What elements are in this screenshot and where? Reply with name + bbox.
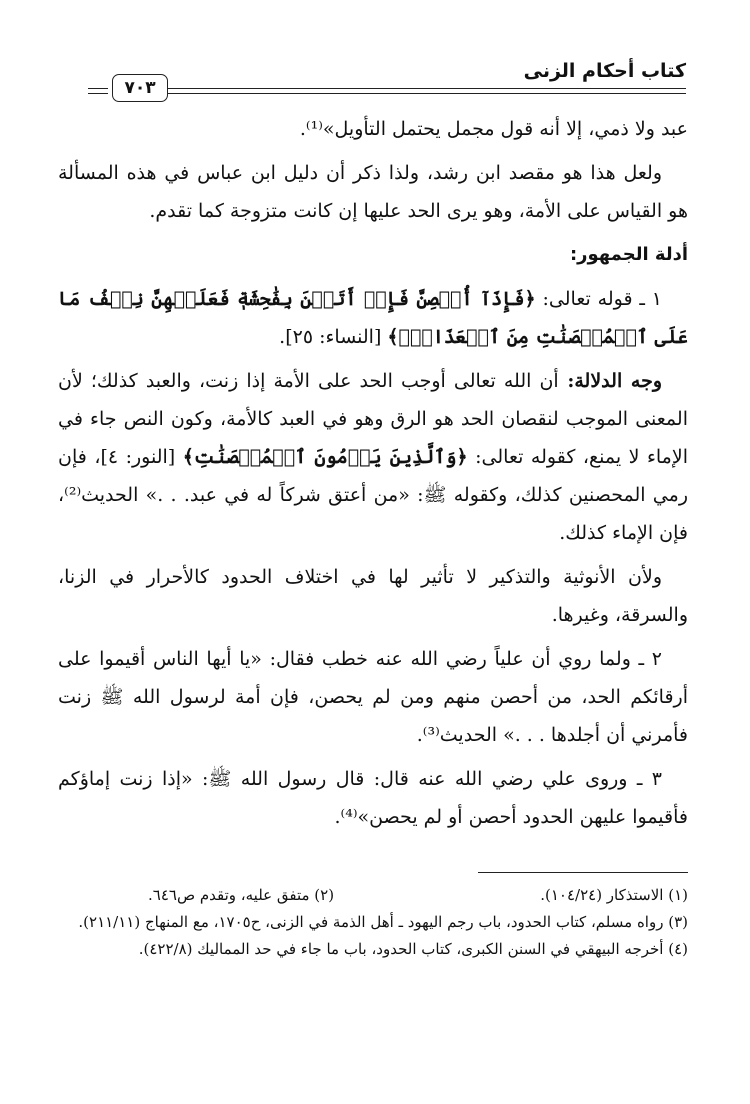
paragraph: عبد ولا ذمي، إلا أنه قول مجمل يحتمل التأويل»⁽¹⁾. bbox=[299, 118, 688, 140]
header-rule bbox=[168, 93, 686, 94]
paragraph: ٢ ـ ولما روي أن علياً رضي الله عنه خطب فقال: «يا أيها الناس أقيموا على أرقائكم الحد، من أحصن منهم ومن لم يحصن، فإن أمة لرسول الله ﷺ زنت فأمرني أن أجلدها . . .» الحديث⁽³⁾. bbox=[58, 648, 688, 746]
paragraph bbox=[58, 280, 688, 356]
paragraph bbox=[58, 362, 688, 552]
page-header bbox=[88, 52, 686, 108]
running-title: كتاب أحكام الزنى bbox=[523, 60, 686, 82]
quran-verse: ﴿فَإِذَآ أُحۡصِنَّ فَإِنۡ أَتَيۡنَ بِفَٰحِشَةٖ فَعَلَيۡهِنَّ نِصۡفُ مَا عَلَى ٱلۡمُحۡصَنَٰتِ مِنَ ٱلۡعَذَابِۚ﴾ bbox=[58, 288, 688, 348]
footnote: (٤) أخرجه البيهقي في السنن الكبرى، كتاب الحدود، باب ما جاء في حد المماليك (٤٢٢/٨). bbox=[138, 940, 688, 958]
paragraph-text: أن الله تعالى أوجب الحد على الأمة إذا زنت، والعبد كذلك؛ لأن المعنى الموجب لنقصان الحد هو الرق وهو في العبد كالأمة، وكون النص جاء في الإماء لا يمنع، كقوله تعالى: bbox=[58, 370, 688, 468]
quran-verse: ﴿وَٱلَّذِينَ يَرۡمُونَ ٱلۡمُحۡصَنَٰتِ﴾ bbox=[182, 446, 468, 468]
header-rule bbox=[88, 93, 108, 94]
footnote: (١) الاستذكار (١٠٤/٢٤). bbox=[540, 886, 688, 904]
footnote-row bbox=[58, 882, 688, 909]
evidence-intro: ١ ـ قوله تعالى: bbox=[535, 288, 662, 310]
paragraph: ولعل هذا هو مقصد ابن رشد، ولذا ذكر أن دليل ابن عباس في هذه المسألة هو القياس على الأمة، وهو يرى الحد عليها إن كانت متزوجة كما تقدم. bbox=[58, 162, 688, 222]
paragraph-lead: وجه الدلالة: bbox=[558, 370, 662, 392]
main-text bbox=[58, 110, 688, 842]
footnote: (٢) متفق عليه، وتقدم ص٦٤٦. bbox=[148, 886, 335, 904]
paragraph: ٣ ـ وروى علي رضي الله عنه قال: قال رسول الله ﷺ: «إذا زنت إماؤكم فأقيموا عليهن الحدود أحصن أو لم يحصن»⁽⁴⁾. bbox=[58, 768, 688, 828]
footnotes bbox=[58, 882, 688, 963]
paragraph: ولأن الأنوثية والتذكير لا تأثير لها في اختلاف الحدود كالأحرار في الزنا، والسرقة، وغيرها. bbox=[58, 566, 688, 626]
footnote-divider bbox=[478, 872, 688, 873]
footnote: (٣) رواه مسلم، كتاب الحدود، باب رجم اليهود ـ أهل الذمة في الزنى، ح١٧٠٥، مع المنهاج (٢١١/١١). bbox=[78, 913, 688, 931]
verse-reference: [النساء: ٢٥]. bbox=[279, 326, 388, 348]
section-heading: أدلة الجمهور: bbox=[569, 244, 688, 265]
page-number: ٧٠٣ bbox=[112, 74, 168, 102]
header-rule bbox=[168, 88, 686, 89]
paragraph-text: [النور: ٤]، فإن رمي المحصنين كذلك، وكقوله ﷺ: «من أعتق شركاً له في عبد. . .» الحديث⁽²⁾، فإن الإماء كذلك. bbox=[58, 446, 688, 544]
header-rule bbox=[88, 88, 108, 89]
